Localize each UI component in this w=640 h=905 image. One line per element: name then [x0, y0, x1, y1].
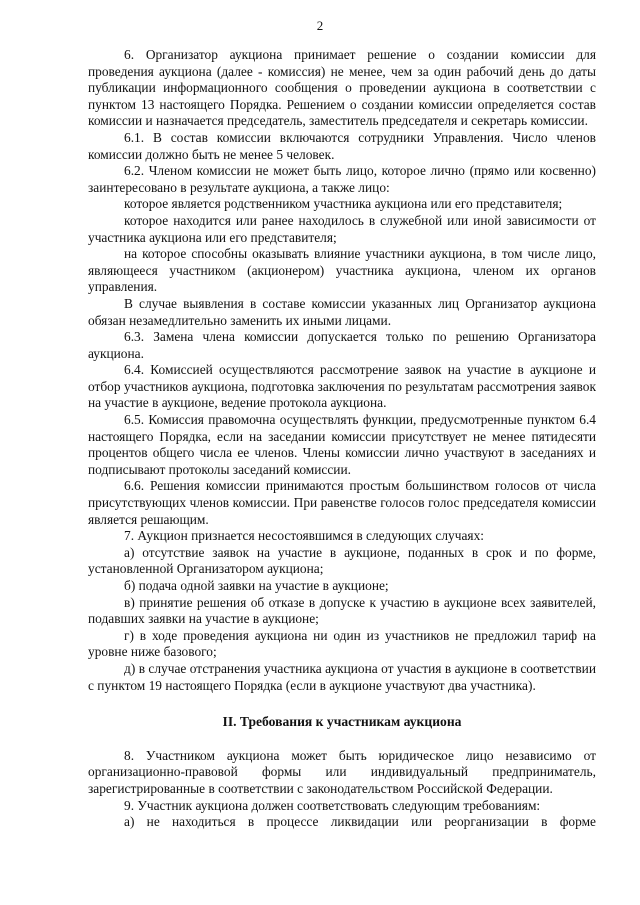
paragraph-6-1: 6.1. В состав комиссии включаются сотрудники Управления. Число членов комиссии должно быть не менее 5 человек. — [88, 129, 596, 162]
paragraph-6-3: 6.3. Замена члена комиссии допускается только по решению Организатора аукциона. — [88, 329, 596, 361]
paragraph-6-6: 6.6. Решения комиссии принимаются простым большинством голосов от числа присутствующих членов комиссии. При равенстве голосов голос председателя комиссии является решающим. — [88, 478, 596, 527]
paragraph-6: 6. Организатор аукциона принимает решение о создании комиссии для проведения аукциона (далее - комиссия) не менее, чем за один рабочий день до даты публикации информационного сообщения о проведении аукциона в соответствии с пунктом 13 настоящего Порядка. Решением о создании комиссии определяется состав комиссии и назначается председатель, заместитель председателя и секретарь комиссии. — [88, 47, 596, 129]
paragraph-9: 9. Участник аукциона должен соответствовать следующим требованиям: — [124, 797, 541, 813]
page-number: 2 — [316, 18, 324, 33]
paragraph-7: 7. Аукцион признается несостоявшимся в следующих случаях: — [124, 528, 484, 544]
paragraph-6-2-item-3: на которое способны оказывать влияние участники аукциона, в том числе лицо, являющееся участником (акционером) участника аукциона, членом их органов управления. — [88, 246, 596, 295]
paragraph-7-a: а) отсутствие заявок на участие в аукционе, поданных в срок и по форме, установленной Организатором аукциона; — [88, 544, 596, 577]
paragraph-6-4: 6.4. Комиссией осуществляются рассмотрение заявок на участие в аукционе и отбор участников аукциона, подготовка заключения по результатам рассмотрения заявок на участие в аукционе, ведение протокола аукциона. — [88, 362, 596, 411]
paragraph-6-2-item-1: которое является родственником участника аукциона или его представителя; — [124, 196, 563, 212]
paragraph-7-v: в) принятие решения об отказе в допуске к участию в аукционе всех заявителей, подавших заявки на участие в аукционе; — [88, 594, 596, 627]
section-heading: II. Требования к участникам аукциона — [222, 714, 462, 730]
paragraph-6-2-item-2: которое находится или ранее находилось в служебной или иной зависимости от участника аукциона или его представителя; — [88, 212, 596, 245]
paragraph-6-2: 6.2. Членом комиссии не может быть лицо, которое лично (прямо или косвенно) заинтересовано в результате аукциона, а также лицо: — [88, 163, 596, 195]
paragraph-7-d: д) в случае отстранения участника аукциона от участия в аукционе в соответствии с пунктом 19 настоящего Порядка (если в аукционе участвуют два участника). — [88, 660, 596, 693]
document-body — [88, 47, 596, 831]
paragraph-7-g: г) в ходе проведения аукциона ни один из участников не предложил тариф на уровне ниже базового; — [88, 627, 596, 660]
paragraph-9-a: а) не находиться в процессе ликвидации или реорганизации в форме — [124, 814, 596, 830]
paragraph-6-2-note: В случае выявления в составе комиссии указанных лиц Организатор аукциона обязан незамедлительно заменить их иными лицами. — [88, 295, 596, 328]
paragraph-8: 8. Участником аукциона может быть юридическое лицо независимо от организационно-правовой формы или индивидуальный предприниматель, зарегистрированные в соответствии с законодательством Российской Федерации. — [88, 747, 596, 796]
paragraph-7-b: б) подача одной заявки на участие в аукционе; — [124, 578, 389, 593]
paragraph-6-5: 6.5. Комиссия правомочна осуществлять функции, предусмотренные пунктом 6.4 настоящего Порядка, если на заседании комиссии присутствует не менее пятидесяти процентов общего числа ее членов. Члены комиссии лично участвуют в заседаниях и подписывают протоколы заседаний комиссии. — [88, 412, 596, 477]
